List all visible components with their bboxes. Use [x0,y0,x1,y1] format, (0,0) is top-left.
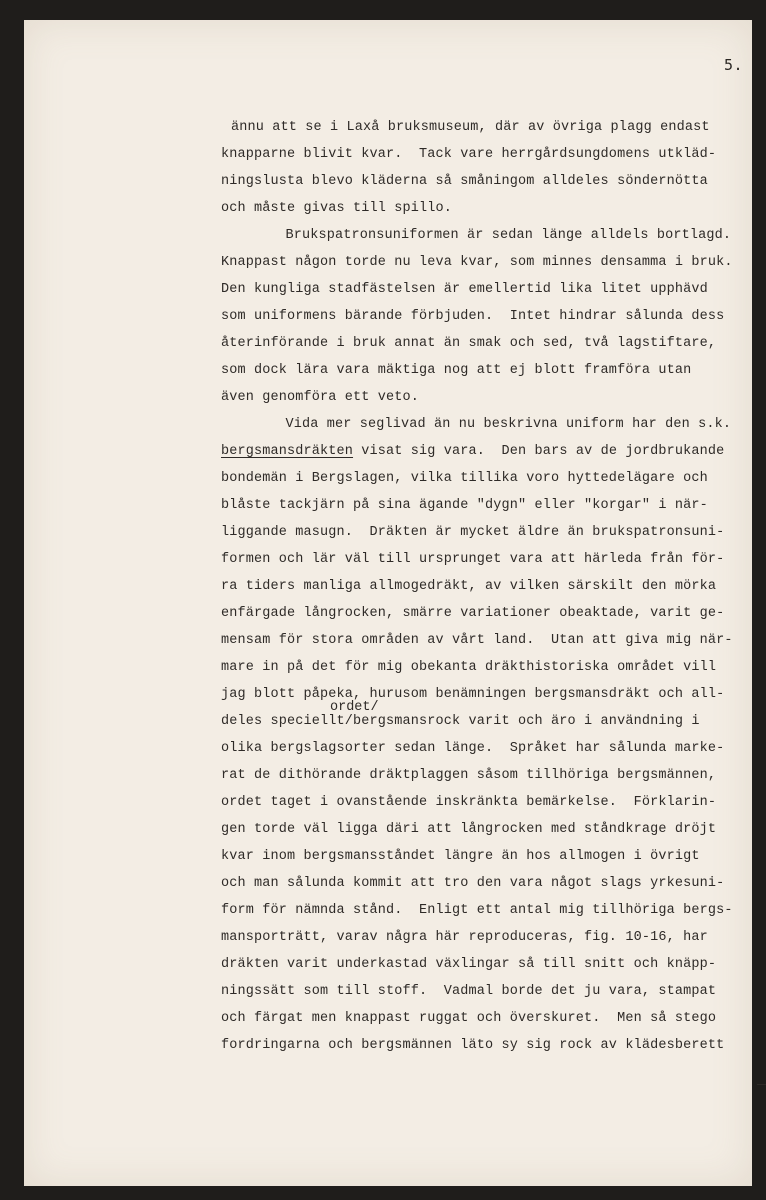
handwritten-insertion: ordet/ [330,700,379,715]
document-page [24,20,752,1186]
text-line-13 [221,444,724,459]
underlined-term: bergsmansdräkten [221,444,354,459]
text-line-12: Vida mer seglivad än nu beskrivna uniform har den s.k. [236,417,732,432]
continuation-dash [757,1084,766,1085]
text-line-23: deles speciellt/bergsmansrock varit och äro i användning i [221,714,700,729]
text-line-14: bondemän i Bergslagen, vilka tillika voro hyttedelägare och [221,471,708,486]
text-line-2: knapparne blivit kvar. Tack vare herrgårdsungdomens utkläd- [221,147,717,162]
text-line-19: enfärgade långrocken, smärre variationer obeaktade, varit ge- [221,606,725,621]
text-line-10: som dock lära vara mäktiga nog att ej blott framföra utan [221,363,692,378]
text-line-30: form för nämnda stånd. Enligt ett antal mig tillhöriga bergs- [221,903,733,918]
text-line-25: rat de dithörande dräktplaggen såsom tillhöriga bergsmännen, [221,768,717,783]
text-line-4: och måste givas till spillo. [221,201,453,216]
text-line-34: och färgat men knappast ruggat och överskuret. Men så stego [221,1011,717,1026]
text-line-3: ningslusta blevo kläderna så småningom alldeles söndernötta [221,174,708,189]
text-line-31: mansporträtt, varav några här reproduceras, fig. 10-16, har [221,930,708,945]
text-line-20: mensam för stora områden av vårt land. Utan att giva mig när- [221,633,733,648]
page-number: 5. [724,56,744,74]
text-line-28: kvar inom bergsmansståndet längre än hos allmogen i övrigt [221,849,700,864]
text-line-11: även genomföra ett veto. [221,390,420,405]
text-line-8: som uniformens bärande förbjuden. Intet hindrar sålunda dess [221,309,725,324]
text-line-26: ordet taget i ovanstående inskränkta bemärkelse. Förklarin- [221,795,717,810]
text-line-1: ännu att se i Laxå bruksmuseum, där av övriga plagg endast [231,120,710,135]
text-line-15: blåste tackjärn på sina ägande "dygn" eller "korgar" i när- [221,498,708,513]
text-line-33: ningssätt som till stoff. Vadmal borde det ju vara, stampat [221,984,717,999]
text-line-17: formen och lär väl till ursprunget vara att härleda från för- [221,552,725,567]
text-line-32: dräkten varit underkastad växlingar så till snitt och knäpp- [221,957,717,972]
text-line-9: återinförande i bruk annat än smak och sed, två lagstiftare, [221,336,717,351]
text-line-13-rest: visat sig vara. Den bars av de jordbrukande [353,444,725,459]
text-line-22: jag blott påpeka, hurusom benämningen bergsmansdräkt och all- [221,687,725,702]
text-line-35: fordringarna och bergsmännen läto sy sig rock av klädesberett [221,1038,725,1053]
text-line-5: Brukspatronsuniformen är sedan länge alldels bortlagd. [236,228,732,243]
text-line-6: Knappast någon torde nu leva kvar, som minnes densamma i bruk. [221,255,733,270]
text-line-21: mare in på det för mig obekanta dräkthistoriska området vill [221,660,717,675]
text-line-7: Den kungliga stadfästelsen är emellertid lika litet upphävd [221,282,708,297]
text-line-18: ra tiders manliga allmogedräkt, av vilken särskilt den mörka [221,579,717,594]
text-line-27: gen torde väl ligga däri att långrocken med ståndkrage dröjt [221,822,717,837]
text-line-24: olika bergslagsorter sedan länge. Språket har sålunda marke- [221,741,725,756]
text-line-16: liggande masugn. Dräkten är mycket äldre än brukspatronsuni- [221,525,725,540]
text-line-29: och man sålunda kommit att tro den vara något slags yrkesuni- [221,876,725,891]
